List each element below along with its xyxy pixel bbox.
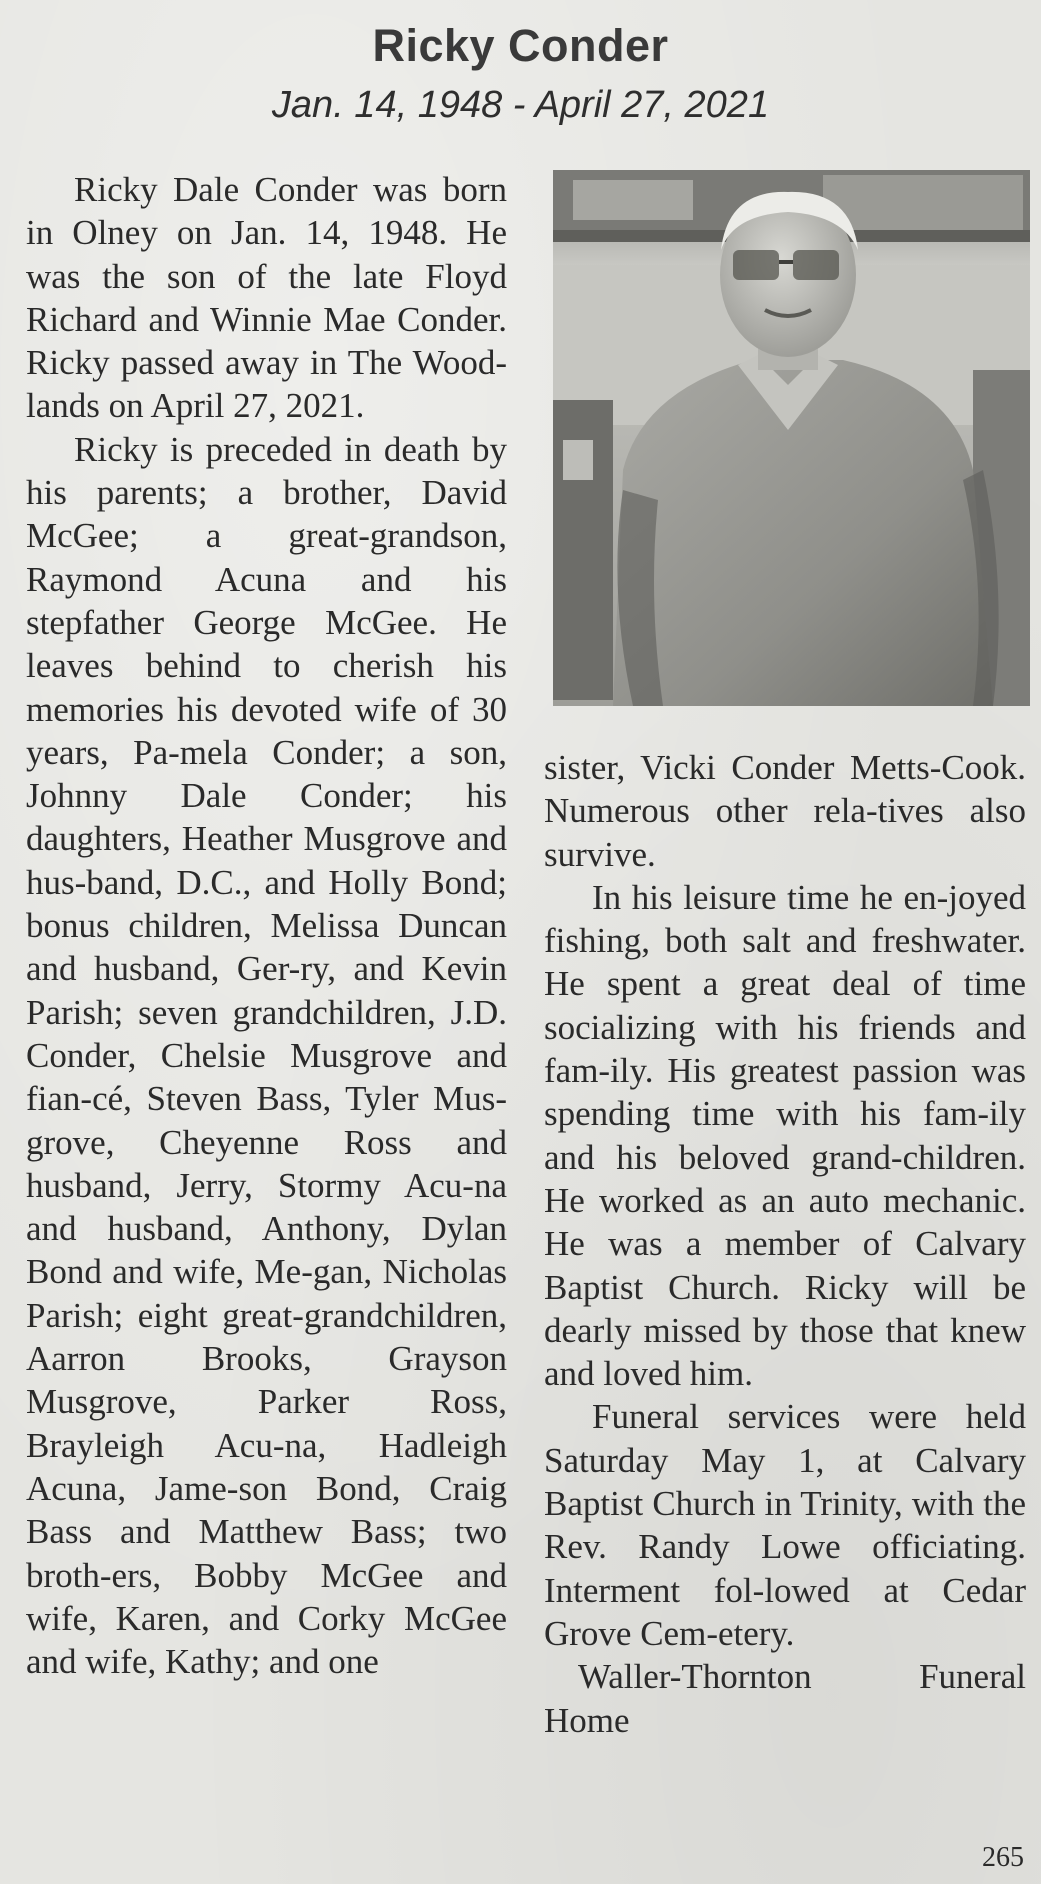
page-number: 265 — [982, 1842, 1024, 1873]
obituary-right-column — [544, 746, 1026, 1876]
obituary-name: Ricky Conder — [372, 20, 669, 71]
obituary-paragraph: Funeral services were held Saturday May 1, at Calvary Baptist Church in Trinity, with the Rev. Randy Lowe officiating. Interment fol-lowed at Cedar Grove Cem-etery. — [544, 1397, 1026, 1653]
obituary-dates: Jan. 14, 1948 - April 27, 2021 — [271, 84, 770, 126]
obituary-left-column — [26, 168, 507, 1878]
obituary-paragraph-continued: sister, Vicki Conder Metts-Cook. Numerous other rela-tives also survive. — [544, 748, 1026, 874]
funeral-home-line: Waller-Thornton Funeral — [578, 1657, 1026, 1697]
funeral-home-line-2: Home — [544, 1700, 630, 1740]
obituary-paragraph: Ricky is preceded in death by his parents; a brother, David McGee; a great-grandson, Raymond Acuna and his stepfather George McGee. He leaves behind to cherish his memories his devoted wife of 30 years, Pa-mela Conder; a son, Johnny Dale Conder; his daughters, Heather Musgrove and hus-band, D.C., and Holly Bond; bonus children, Melissa Duncan and husband, Ger-ry, and Kevin Parish; seven grandchildren, J.D. Conder, Chelsie Musgrove and fian-cé, Steven Bass, Tyler Mus-grove, Cheyenne Ross and husband, Jerry, Stormy Acu-na and husband, Anthony, Dylan Bond and wife, Me-gan, Nicholas Parish; eight great-grandchildren, Aarron Brooks, Grayson Musgrove, Parker Ross, Brayleigh Acu-na, Hadleigh Acuna, Jame-son Bond, Craig Bass and Matthew Bass; two broth-ers, Bobby McGee and wife, Karen, and Corky McGee and wife, Kathy; and one — [26, 429, 507, 1682]
obituary-paragraph: Ricky Dale Conder was born in Olney on Jan. 14, 1948. He was the son of the late Floyd Richard and Winnie Mae Conder. Ricky passed away in The Wood-lands on April 27, 2021. — [26, 170, 507, 426]
portrait-photo — [553, 170, 1030, 706]
obituary-paragraph: In his leisure time he en-joyed fishing, both salt and freshwater. He spent a great deal of time socializing with his friends and fam-ily. His greatest passion was spending time with his fam-ily and his beloved grand-children. He worked as an auto mechanic. He was a member of Calvary Baptist Church. Ricky will be dearly missed by those that knew and loved him. — [544, 877, 1026, 1394]
